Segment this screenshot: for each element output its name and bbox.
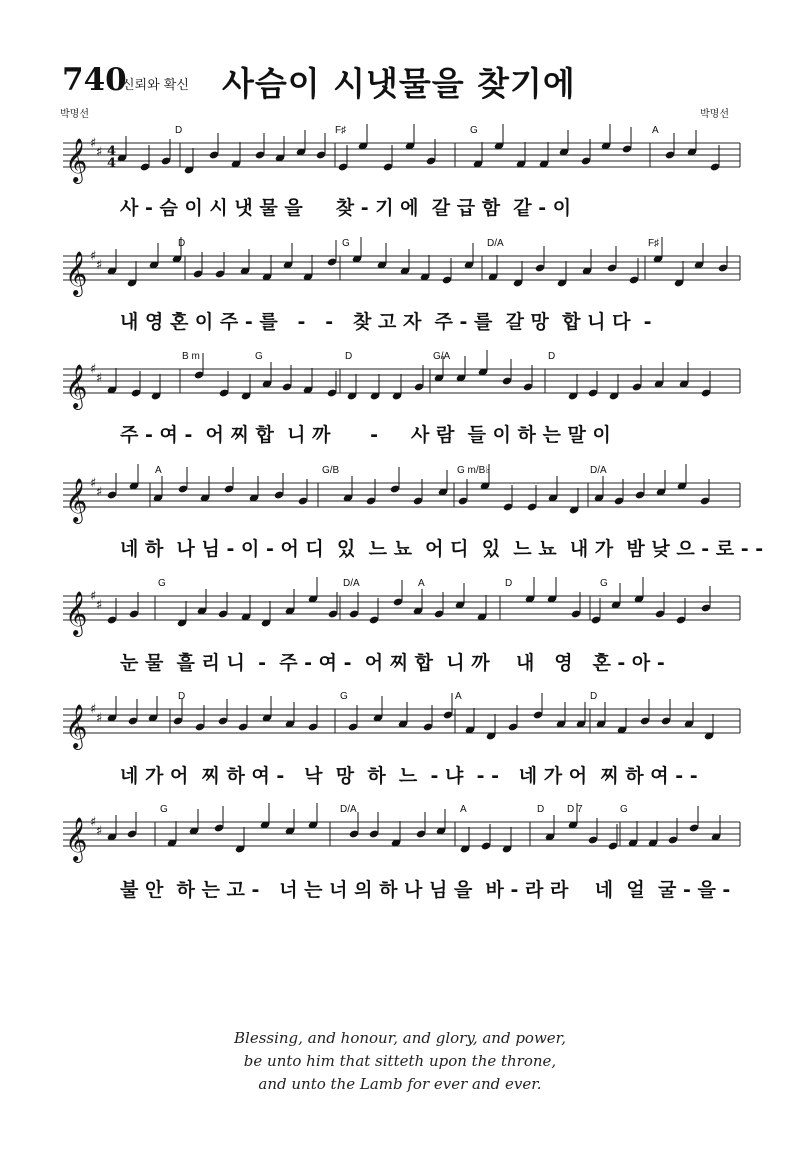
chord-symbol: A: [460, 804, 467, 815]
sharp-sign: ♯: [90, 136, 97, 151]
chord-symbol: D: [590, 691, 598, 702]
verse-line: Blessing, and honour, and glory, and power,: [234, 1029, 566, 1047]
sharp-sign: ♯: [90, 476, 97, 491]
time-signature-bottom: 4: [107, 156, 117, 171]
chord-symbol: G/B: [322, 465, 340, 476]
chord-symbol: G: [158, 578, 166, 589]
lyrics-line: 네 가 어 찌 하 여 - 낙 망 하 느 - 냐 - - 네 가 어 찌 하 여 - -: [120, 765, 698, 787]
sharp-sign: ♯: [96, 371, 103, 386]
hymn-title: 사슴이 시냇물을 찾기에: [222, 64, 576, 103]
chord-symbol: D/A: [590, 465, 607, 476]
chord-symbol: G m/B♭: [457, 465, 491, 476]
lyrics-line: 네 하 나 님 - 이 - 어 디 있 느 뇨 어 디 있 느 뇨 내 가 밤 낮 으 - 로 - -: [120, 538, 764, 560]
chord-symbol: G: [600, 578, 608, 589]
verse-line: be unto him that sitteth upon the throne,: [243, 1052, 557, 1070]
time-signature-top: 4: [107, 144, 117, 159]
hymn-number: 740: [62, 62, 127, 98]
treble-clef: 𝄞: [65, 478, 88, 522]
treble-clef: 𝄞: [65, 138, 88, 182]
sharp-sign: ♯: [96, 145, 103, 160]
sharp-sign: ♯: [96, 824, 103, 839]
chord-symbol: F♯: [335, 125, 347, 136]
chord-symbol: A: [155, 465, 162, 476]
sharp-sign: ♯: [90, 815, 97, 830]
chord-symbol: D/A: [487, 238, 504, 249]
lyrics-line: 주 - 여 - 어 찌 합 니 까 - 사 람 들 이 하 는 말 이: [120, 424, 611, 446]
treble-clef: 𝄞: [65, 817, 88, 861]
lyrics-line: 사 - 슴 이 시 냇 물 을 찾 - 기 에 갈 급 함 같 - 이: [120, 197, 572, 219]
sharp-sign: ♯: [90, 362, 97, 377]
sharp-sign: ♯: [90, 589, 97, 604]
chord-symbol: D: [505, 578, 513, 589]
chord-symbol: D: [345, 351, 353, 362]
chord-symbol: D: [178, 238, 186, 249]
verse-line: and unto the Lamb for ever and ever.: [258, 1075, 542, 1093]
chord-symbol: D 7: [567, 804, 583, 815]
lyrics-line: 불 안 하 는 고 - 너 는 너 의 하 나 님 을 바 - 라 라 네 얼 굴 - 을 -: [120, 879, 731, 901]
sharp-sign: ♯: [96, 258, 103, 273]
lyricist-credit: 박명선: [60, 109, 89, 120]
chord-symbol: D/A: [343, 578, 360, 589]
sharp-sign: ♯: [90, 702, 97, 717]
chord-symbol: G: [340, 691, 348, 702]
chord-symbol: B m: [182, 351, 200, 362]
treble-clef: 𝄞: [65, 704, 88, 748]
sharp-sign: ♯: [96, 485, 103, 500]
chord-symbol: F♯: [648, 238, 660, 249]
chord-symbol: A: [418, 578, 425, 589]
chord-symbol: G: [342, 238, 350, 249]
chord-symbol: A: [652, 125, 659, 136]
lyrics-line: 눈 물 흘 리 니 - 주 - 여 - 어 찌 합 니 까 내 영 혼 - 아 -: [120, 652, 665, 674]
scripture-verse: [0, 1027, 800, 1096]
treble-clef: 𝄞: [65, 591, 88, 635]
chord-symbol: D: [548, 351, 556, 362]
sharp-sign: ♯: [90, 249, 97, 264]
chord-symbol: A: [455, 691, 462, 702]
chord-symbol: G: [255, 351, 263, 362]
chord-symbol: G: [160, 804, 168, 815]
chord-symbol: D: [178, 691, 186, 702]
sharp-sign: ♯: [96, 711, 103, 726]
composer-credit: 박명선: [700, 109, 729, 120]
chord-symbol: D: [537, 804, 545, 815]
chord-symbol: D: [175, 125, 183, 136]
treble-clef: 𝄞: [65, 364, 88, 408]
chord-symbol: G: [620, 804, 628, 815]
chord-symbol: D/A: [340, 804, 357, 815]
hymn-category: 신뢰와 확신: [122, 78, 189, 93]
treble-clef: 𝄞: [65, 251, 88, 295]
chord-symbol: G: [470, 125, 478, 136]
chord-symbol: G/A: [433, 351, 451, 362]
sharp-sign: ♯: [96, 598, 103, 613]
lyrics-line: 내 영 혼 이 주 - 를 - - 찾 고 자 주 - 를 갈 망 합 니 다 -: [120, 311, 652, 333]
